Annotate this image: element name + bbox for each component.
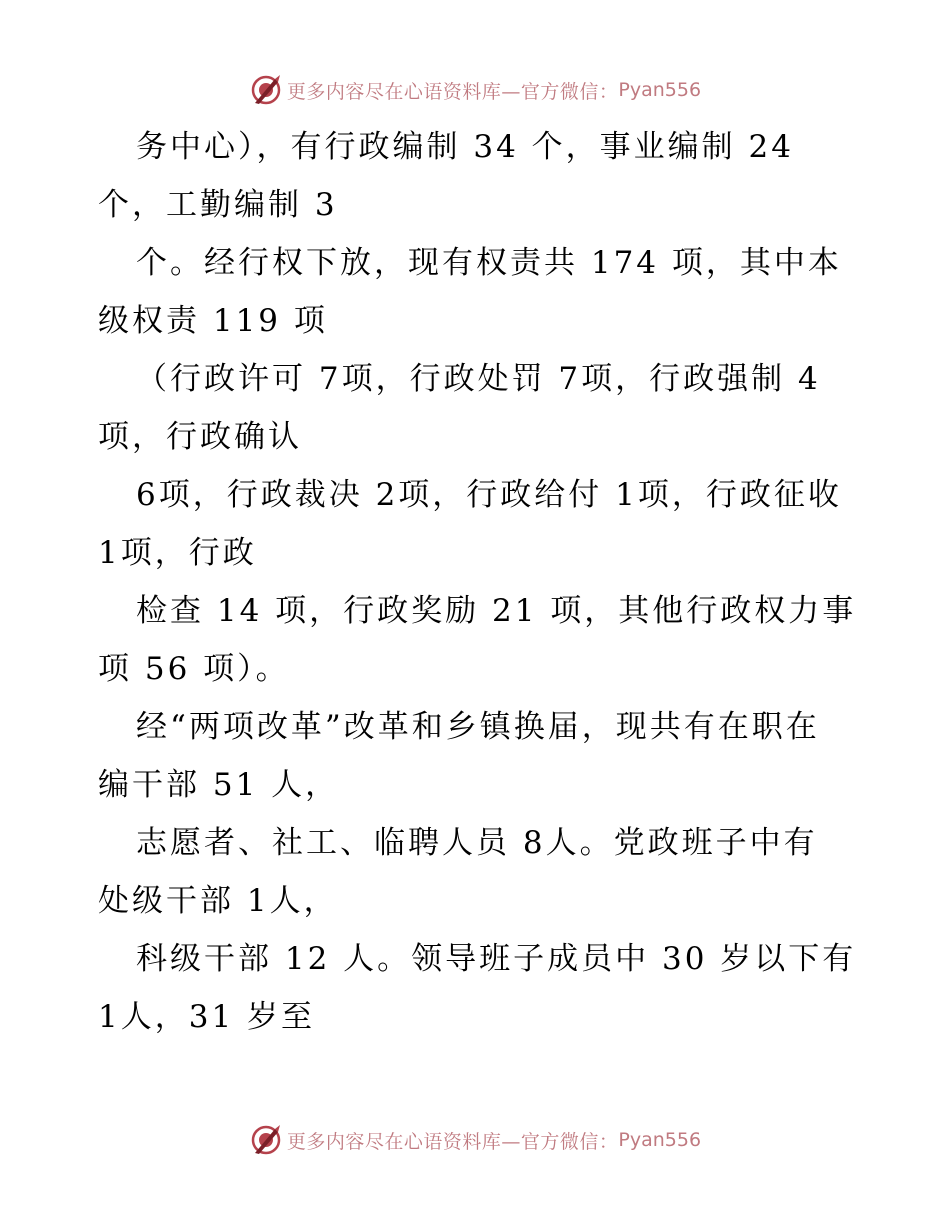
watermark-id: Pyan556 [618, 1129, 702, 1151]
watermark-text: 更多内容尽在心语资料库—官方微信： [286, 1130, 619, 1153]
quill-logo-icon [249, 1123, 283, 1157]
text-line: 处级干部 1人， [98, 883, 338, 919]
text-line: 务中心），有行政编制 34 个，事业编制 24 [136, 129, 794, 165]
text-line: （行政许可 7项，行政处罚 7项，行政强制 4 [136, 361, 821, 397]
header-watermark [0, 70, 950, 110]
watermark-text: 更多内容尽在心语资料库—官方微信： [286, 80, 619, 103]
text-line: 项，行政确认 [98, 419, 302, 455]
footer-watermark [0, 1120, 950, 1160]
text-line: 6项，行政裁决 2项，行政给付 1项，行政征收 [136, 477, 842, 513]
text-line: 项 56 项）。 [98, 651, 290, 687]
text-line: 科级干部 12 人。领导班子成员中 30 岁以下有 [136, 941, 857, 977]
text-line: 检查 14 项，行政奖励 21 项，其他行政权力事 [136, 593, 857, 629]
text-line: 1项，行政 [98, 535, 257, 571]
quill-logo-icon [249, 73, 283, 107]
text-line: 个。经行权下放，现有权责共 174 项，其中本 [136, 245, 842, 281]
text-line: 1人，31 岁至 [98, 999, 316, 1035]
document-body [98, 118, 878, 1046]
text-line: 志愿者、社工、临聘人员 8人。党政班子中有 [136, 825, 818, 861]
text-line: 编干部 51 人， [98, 767, 340, 803]
watermark-id: Pyan556 [618, 79, 702, 101]
text-line: 个，工勤编制 3 [98, 187, 338, 223]
text-line: 级权责 119 项 [98, 303, 328, 339]
text-line: 经“两项改革”改革和乡镇换届，现共有在职在 [136, 709, 820, 745]
